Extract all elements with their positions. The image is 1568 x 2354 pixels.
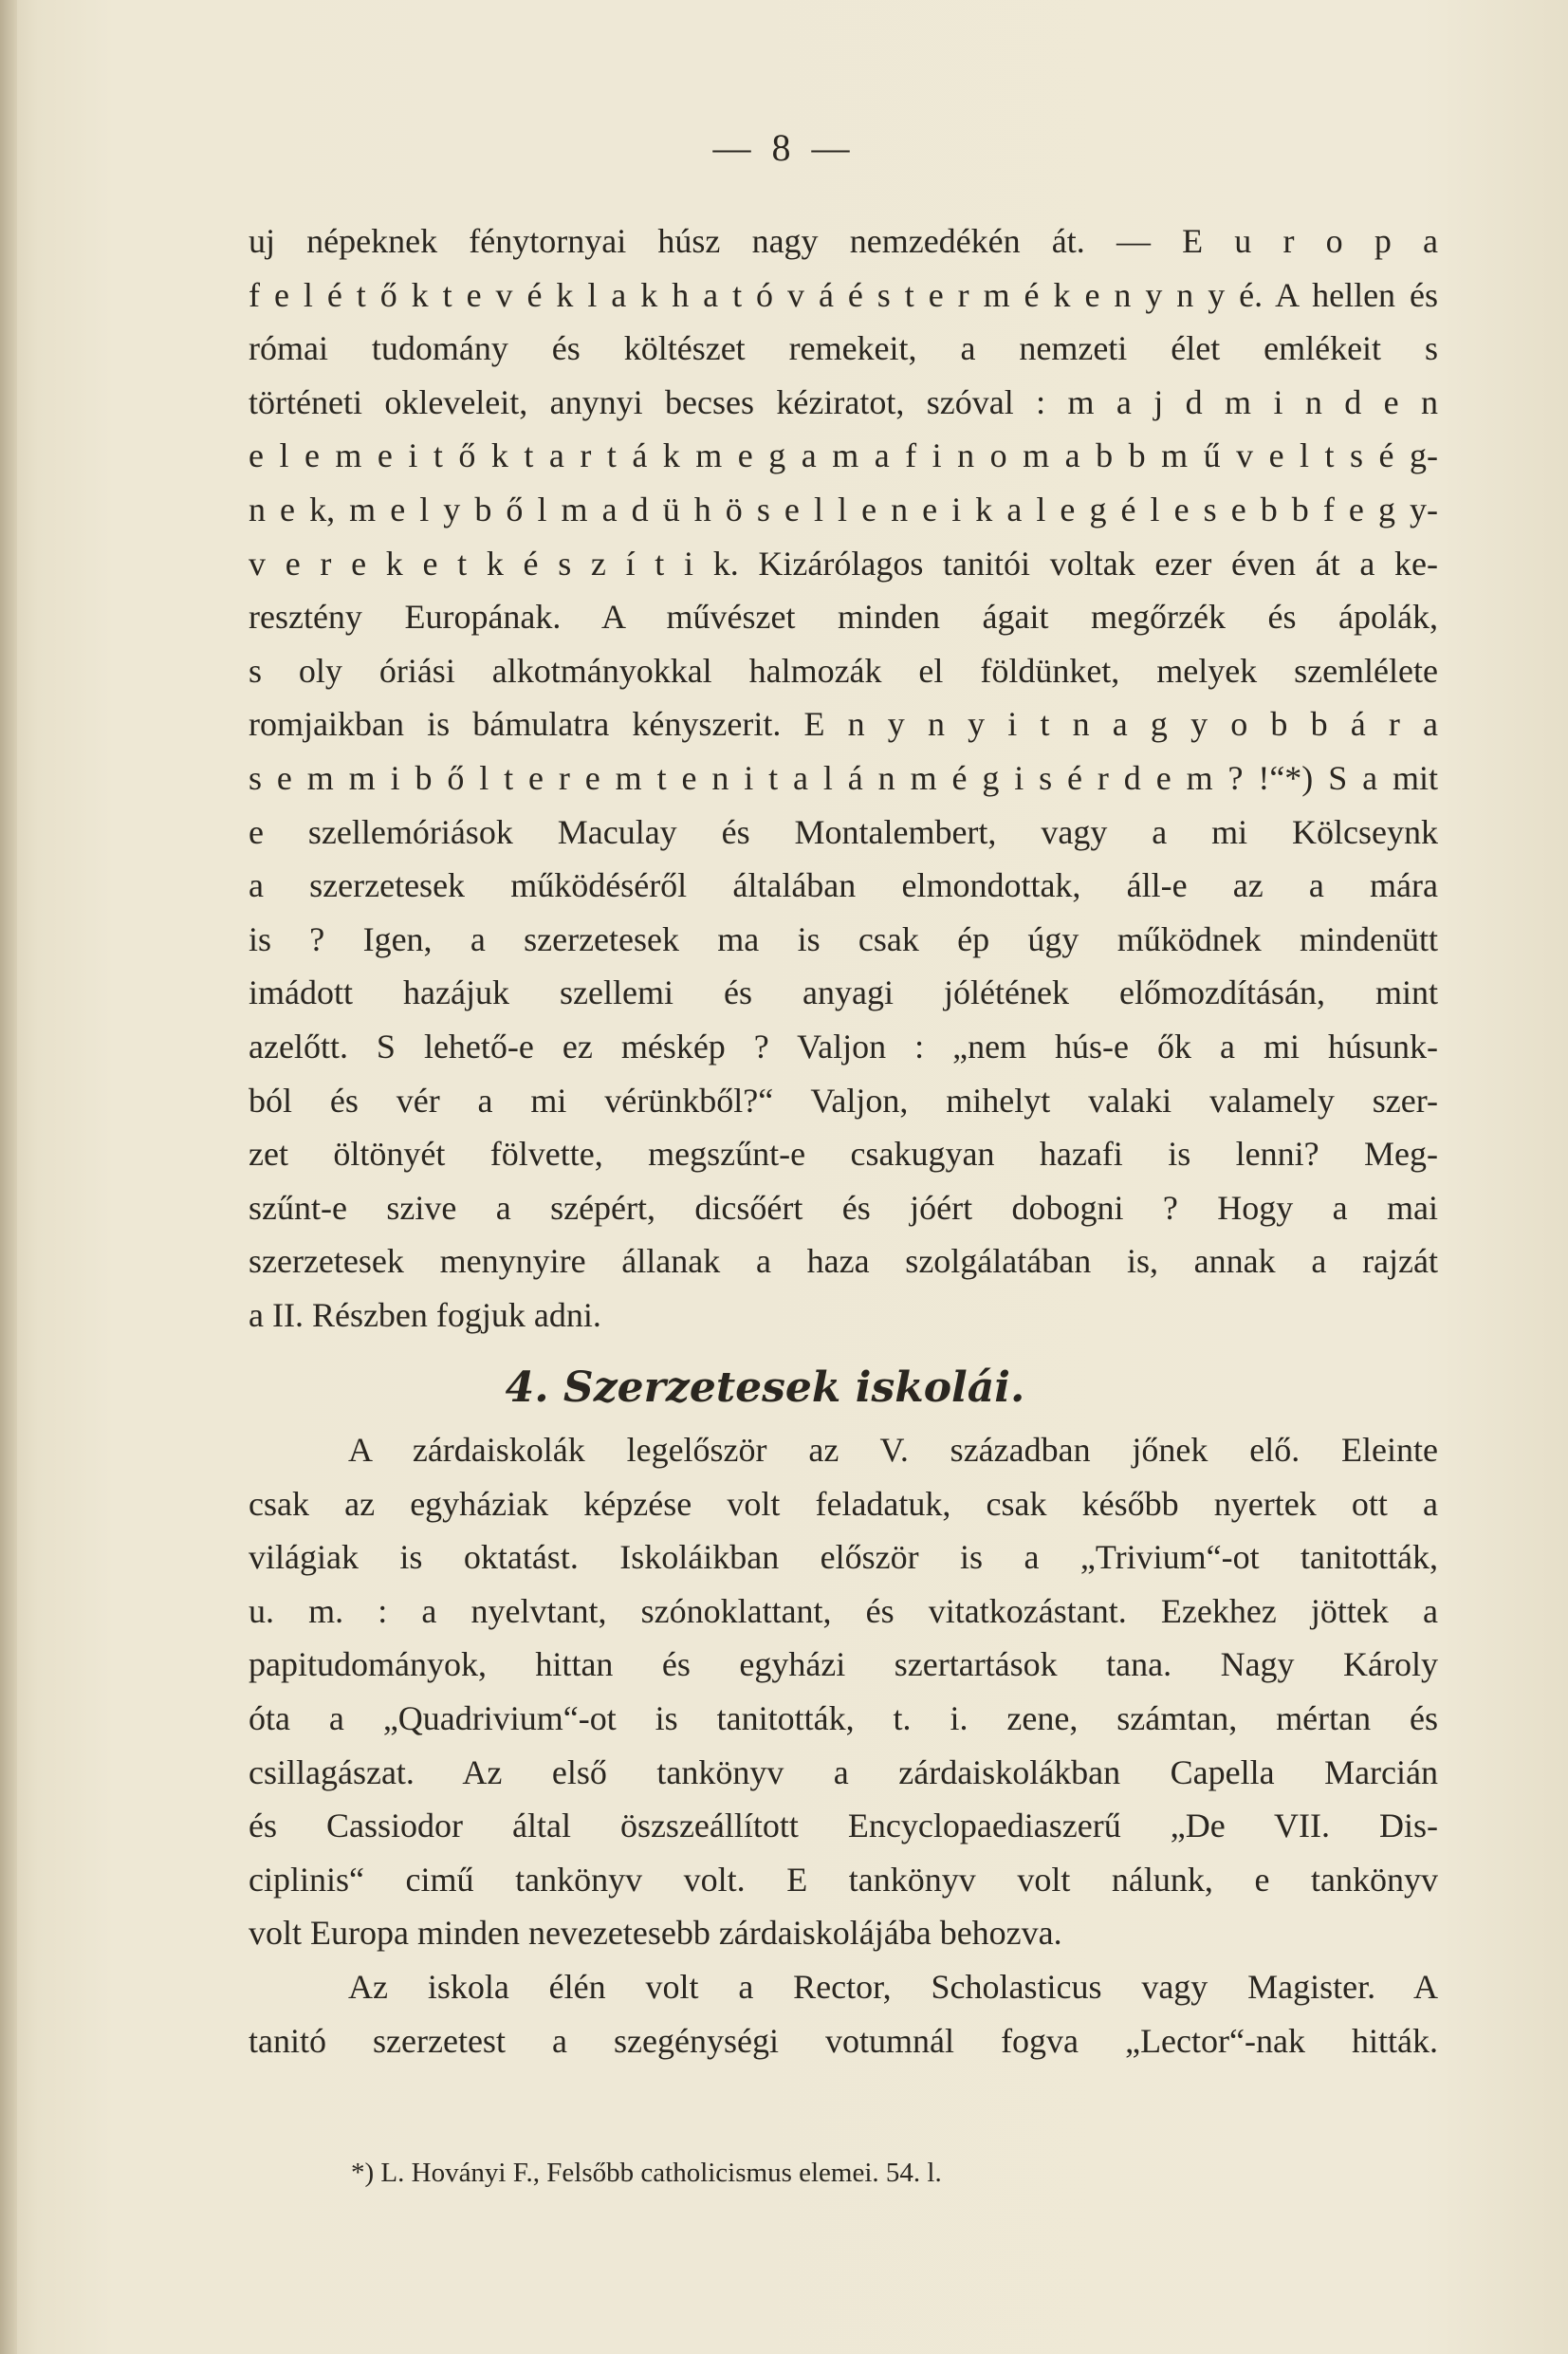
text-line: a szerzetesek működéséről általában elmondottak, áll-e az a mára (249, 866, 1438, 905)
text-line: csak az egyháziak képzése volt feladatuk, csak később nyertek ott a (249, 1484, 1438, 1523)
paragraph-main (249, 214, 1438, 1342)
text-line: és Cassiodor által öszszeállított Encyclopaediaszerű „De VII. Dis- (249, 1807, 1438, 1845)
text-line: resztény Europának. A művészet minden ágait megőrzék és ápolák, (249, 598, 1438, 637)
footnote: *) L. Hoványi F., Felsőbb catholicismus elemei. 54. l. (351, 2158, 942, 2188)
text-line: papitudományok, hittan és egyházi szertartások tana. Nagy Károly (249, 1645, 1438, 1684)
text-line: római tudomány és költészet remekeit, a nemzeti élet emlékeit s (249, 329, 1438, 368)
text-line: uj népeknek fénytornyai húsz nagy nemzedékén át. — E u r o p a (249, 222, 1438, 260)
text-line: történeti okleveleit, anynyi becses kéziratot, szóval : m a j d m i n d e n (249, 382, 1438, 421)
text-line: csillagászat. Az első tankönyv a zárdaiskolákban Capella Marcián (249, 1752, 1438, 1791)
text-line: azelőtt. S lehető-e ez méskép ? Valjon : „nem hús-e ők a mi húsunk- (249, 1027, 1438, 1066)
page-number: — 8 — (712, 126, 856, 169)
text-line: s oly óriási alkotmányokkal halmozák el földünket, melyek szemlélete (249, 651, 1438, 690)
text-line: e szellemóriások Maculay és Montalembert, vagy a mi Kölcseynk (249, 812, 1438, 851)
text-line: imádott hazájuk szellemi és anyagi jólétének előmozdításán, mint (249, 973, 1438, 1012)
text-line: világiak is oktatást. Iskoláikban először is a „Trivium“-ot tanitották, (249, 1538, 1438, 1577)
text-line: szűnt-e szive a szépért, dicsőért és jóért dobogni ? Hogy a mai (249, 1188, 1438, 1227)
text-line: szerzetesek menynyire állanak a haza szolgálatában is, annak a rajzát (249, 1242, 1438, 1281)
text-line: tanitó szerzetest a szegénységi votumnál fogva „Lector“-nak hitták. (249, 2021, 1438, 2060)
text-line: ciplinis“ cimű tankönyv volt. E tankönyv volt nálunk, e tankönyv (249, 1860, 1438, 1899)
text-line: f e l é t ő k t e v é k l a k h a t ó v á é s t e r m é k e n y n y é. A hellen és (249, 275, 1438, 314)
text-line: Az iskola élén volt a Rector, Scholasticus vagy Magister. A (348, 1967, 1438, 2006)
text-line: ból és vér a mi vérünkből?“ Valjon, mihelyt valaki valamely szer- (249, 1081, 1438, 1120)
page-binding-shadow (0, 0, 17, 2354)
text-line: a II. Részben fogjuk adni. (249, 1295, 601, 1334)
text-line: zet öltönyét fölvette, megszűnt-e csakugyan hazafi is lenni? Meg- (249, 1135, 1438, 1174)
text-line: e l e m e i t ő k t a r t á k m e g a m a f i n o m a b b m ű v e l t s é g- (249, 436, 1438, 475)
text-line: is ? Igen, a szerzetesek ma is csak ép úgy működnek mindenütt (249, 919, 1438, 958)
text-line: romjaikban is bámulatra kényszerit. E n y n y i t n a g y o b b á r a (249, 705, 1438, 744)
text-line: volt Europa minden nevezetesebb zárdaiskolájába behozva. (249, 1914, 1062, 1953)
text-line: óta a „Quadrivium“-ot is tanitották, t. i. zene, számtan, mértan és (249, 1698, 1438, 1737)
text-line: v e r e k e t k é s z í t i k. Kizárólagos tanitói voltak ezer éven át a ke- (249, 544, 1438, 583)
section-heading: 4. Szerzetesek iskolái. (505, 1363, 1025, 1412)
text-line: A zárdaiskolák legelőször az V. században jőnek elő. Eleinte (348, 1431, 1438, 1469)
paragraph-schools (249, 1423, 1438, 2067)
text-line: s e m m i b ő l t e r e m t e n i t a l á n m é g i s é r d e m ? !“*) S a mit (249, 758, 1438, 797)
text-line: u. m. : a nyelvtant, szónoklattant, és vitatkozástant. Ezekhez jöttek a (249, 1591, 1438, 1630)
text-line: n e k, m e l y b ő l m a d ü h ö s e l l e n e i k a l e g é l e s e b b f e g y- (249, 490, 1438, 528)
